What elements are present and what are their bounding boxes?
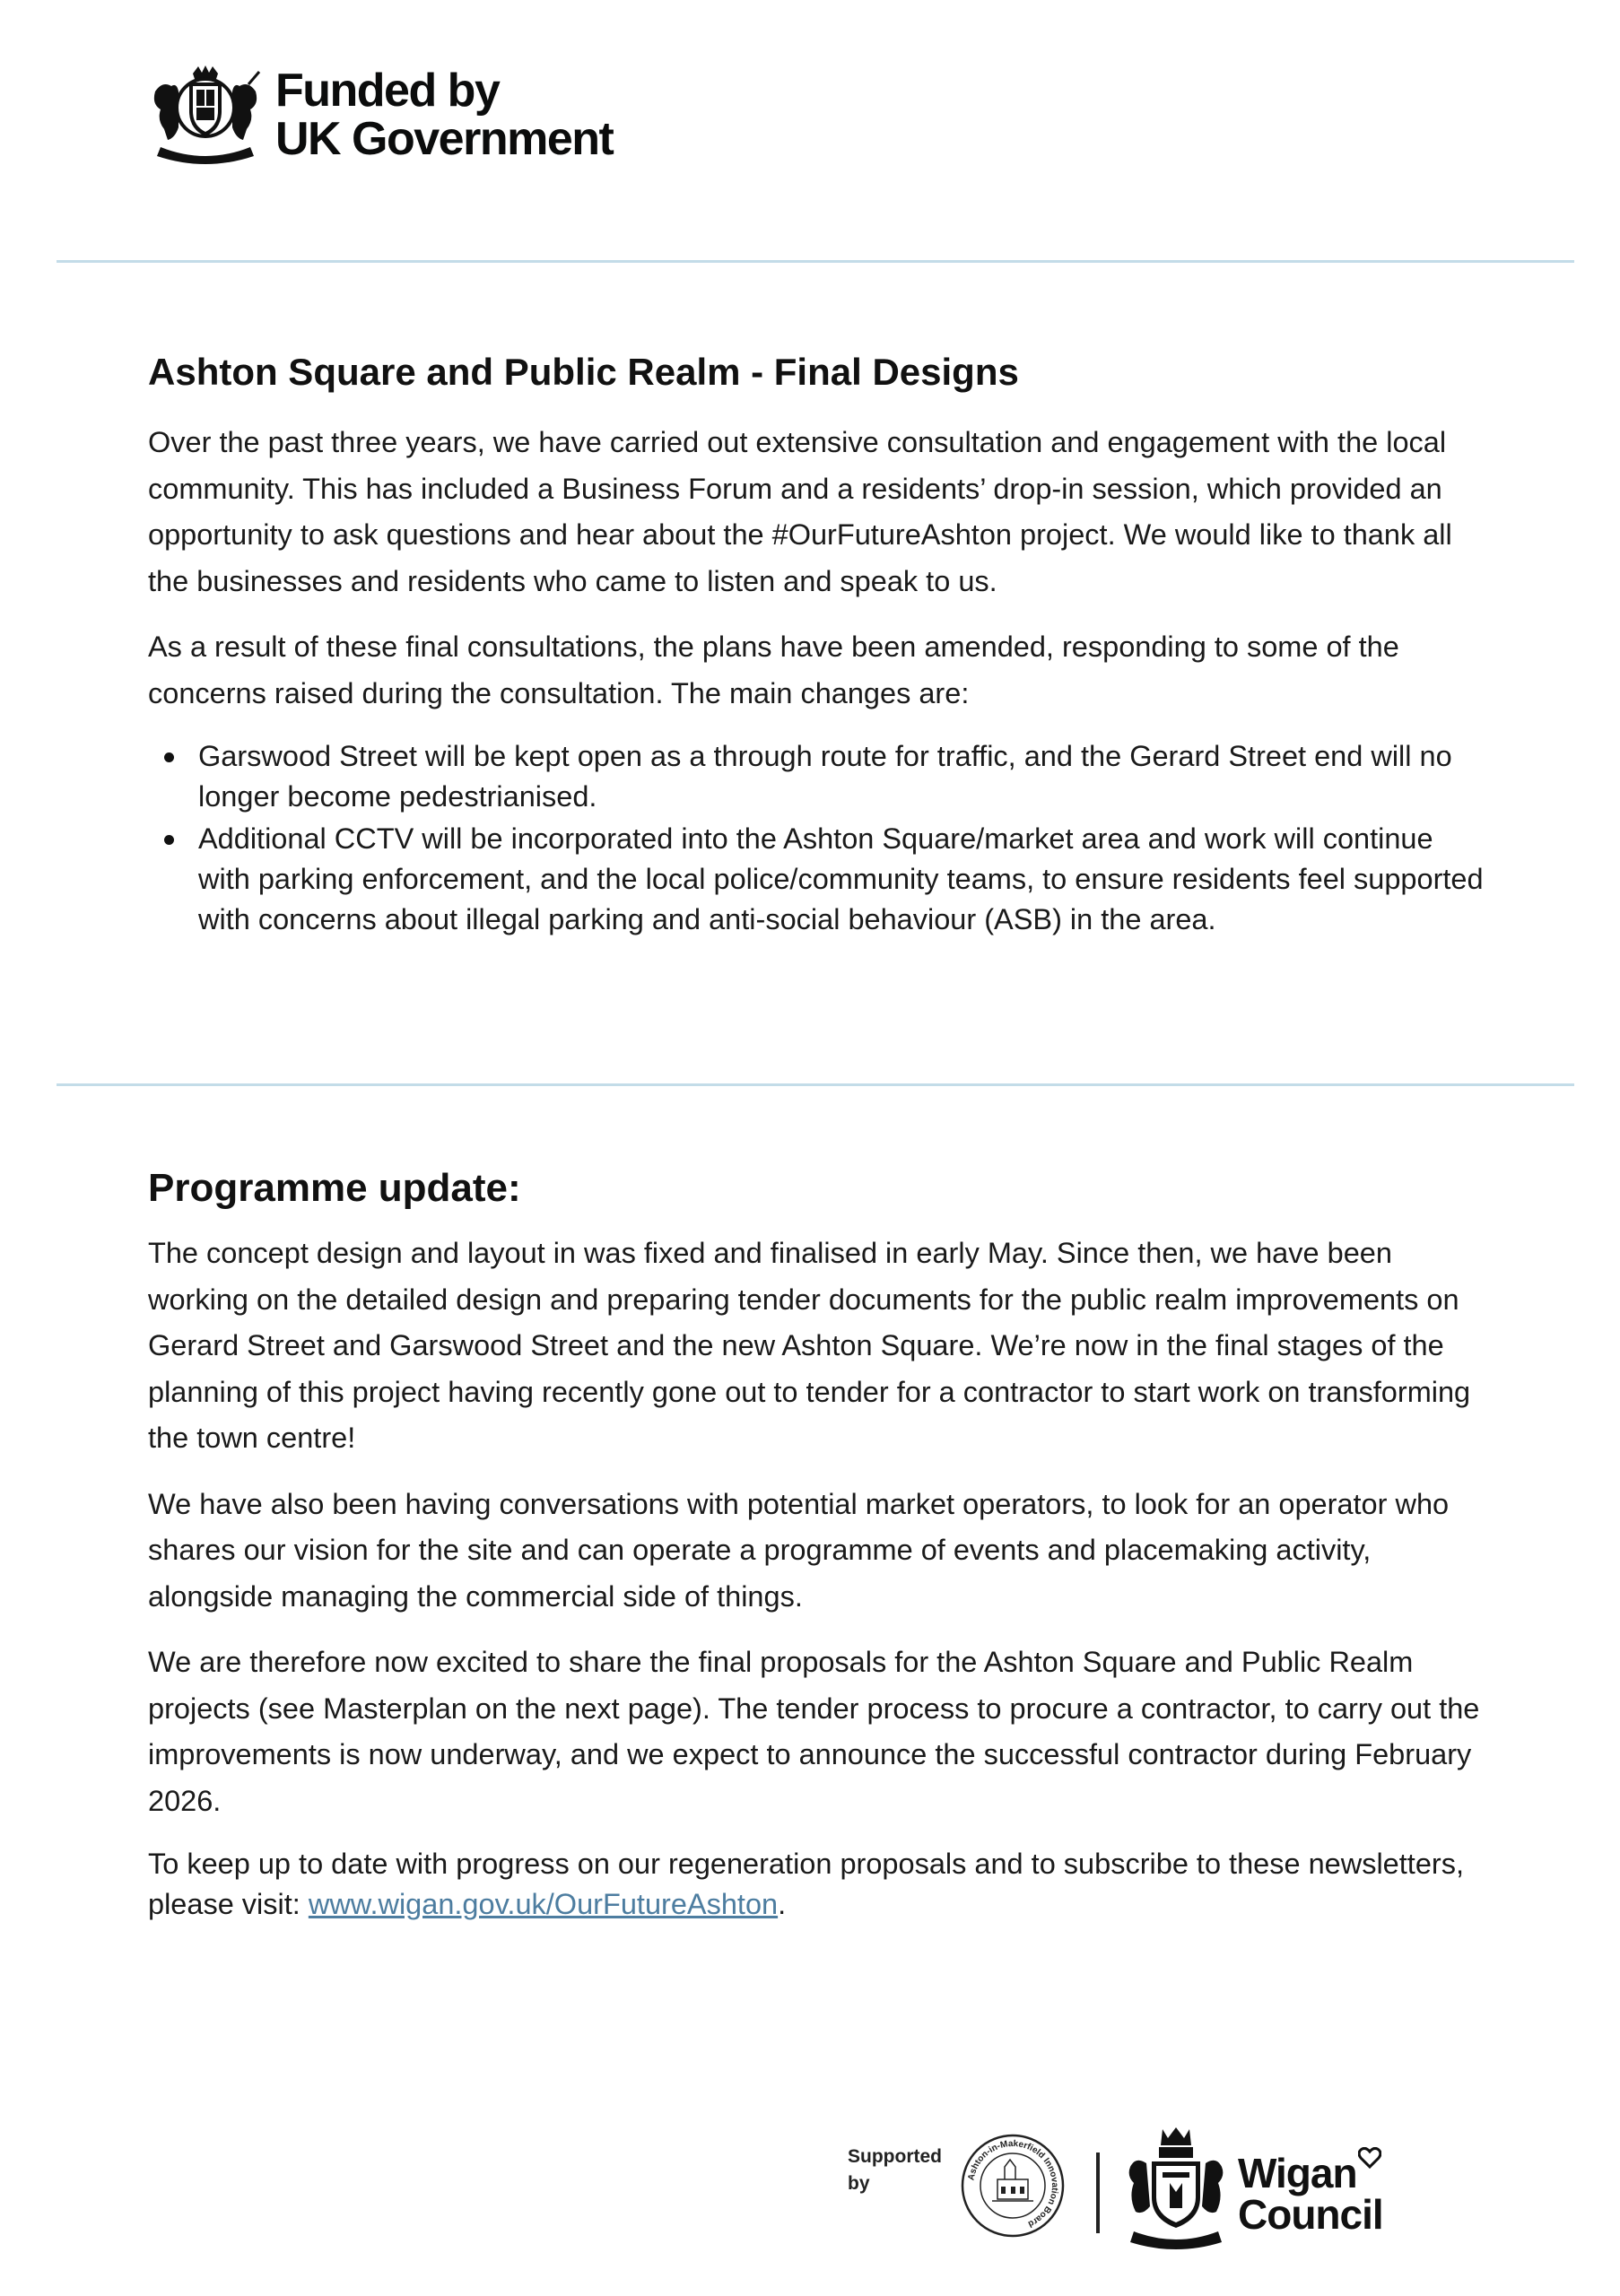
footer-logos — [848, 2126, 1422, 2260]
supported-line-1: Supported — [848, 2146, 942, 2167]
supported-by-label — [848, 2144, 942, 2197]
section-title: Programme update: — [148, 1166, 521, 1210]
wigan-council-crest-icon — [1127, 2126, 1225, 2251]
supported-line-2: by — [848, 2173, 870, 2194]
council-line-2: Council — [1238, 2191, 1383, 2238]
council-name: Wigan — [1238, 2150, 1357, 2196]
innovation-board-seal-icon — [960, 2133, 1066, 2239]
section-title: Ashton Square and Public Realm - Final Designs — [148, 351, 1019, 393]
list-item — [148, 736, 1485, 817]
paragraph: We have also been having conversations with potential market operators, to look for an operator who shares our vision for the site and can operate a programme of events and placemaking activity, alongside managing the commercial side of things. — [148, 1487, 1450, 1613]
bullet-icon — [164, 752, 174, 762]
council-line-1 — [1238, 2152, 1383, 2194]
section-programme-update — [148, 1166, 1485, 1944]
funded-by-uk-government-logo — [148, 65, 650, 172]
paragraph: As a result of these final consultations, the plans have been amended, responding to some of the concerns raised during the consultation. The main changes are: — [148, 631, 1399, 709]
heart-icon — [1358, 2147, 1381, 2169]
list-item-text: Garswood Street will be kept open as a through route for traffic, and the Gerard Street end will no longer become pedestrianised. — [198, 740, 1452, 813]
seal-text: Ashton-in-Makerfield Innovation Board — [966, 2138, 1060, 2230]
section-final-designs — [148, 350, 1485, 942]
closing-text: To keep up to date with progress on our regeneration proposals and to subscribe to these newsletters, please visit: — [148, 1848, 1464, 1920]
logo-text — [275, 66, 613, 163]
royal-coat-of-arms-icon — [148, 65, 263, 165]
closing-end: . — [778, 1888, 787, 1920]
logo-divider — [1096, 2152, 1100, 2233]
logo-line-2: UK Government — [275, 113, 614, 165]
wigan-council-wordmark — [1238, 2150, 1383, 2238]
paragraph: Over the past three years, we have carried out extensive consultation and engagement with the local community. This has included a Business Forum and a residents’ drop-in session, which provided an opportunity to ask questions and hear about the #OurFutureAshton project. We would like to thank all the businesses and residents who came to listen and speak to us. — [148, 426, 1452, 597]
paragraph: The concept design and layout in was fixed and finalised in early May. Since then, we have been working on the detailed design and preparing tender documents for the public realm improvements on Gerard Street and Garswood Street and the new Ashton Square. We’re now in the final stages of the planning of this project having recently gone out to tender for a contractor to start work on transforming the town centre! — [148, 1237, 1471, 1454]
website-link[interactable]: www.wigan.gov.uk/OurFutureAshton — [308, 1888, 779, 1920]
list-item-text: Additional CCTV will be incorporated into the Ashton Square/market area and work will continue with parking enforcement, and the local police/community teams, to ensure residents feel supported with concerns about illegal parking and anti-social behaviour (ASB) in the area. — [198, 822, 1484, 935]
logo-line-1: Funded by — [275, 65, 500, 117]
closing-paragraph — [148, 1844, 1485, 1925]
list-item — [148, 819, 1485, 940]
changes-list — [148, 736, 1485, 940]
middle-divider — [57, 1083, 1574, 1086]
top-divider — [57, 260, 1574, 263]
paragraph: We are therefore now excited to share the final proposals for the Ashton Square and Public Realm projects (see Masterplan on the next page). The tender process to procure a contractor, to carry out the improvements is now underway, and we expect to announce the successful contractor during February 2026. — [148, 1646, 1480, 1817]
bullet-icon — [164, 835, 174, 845]
